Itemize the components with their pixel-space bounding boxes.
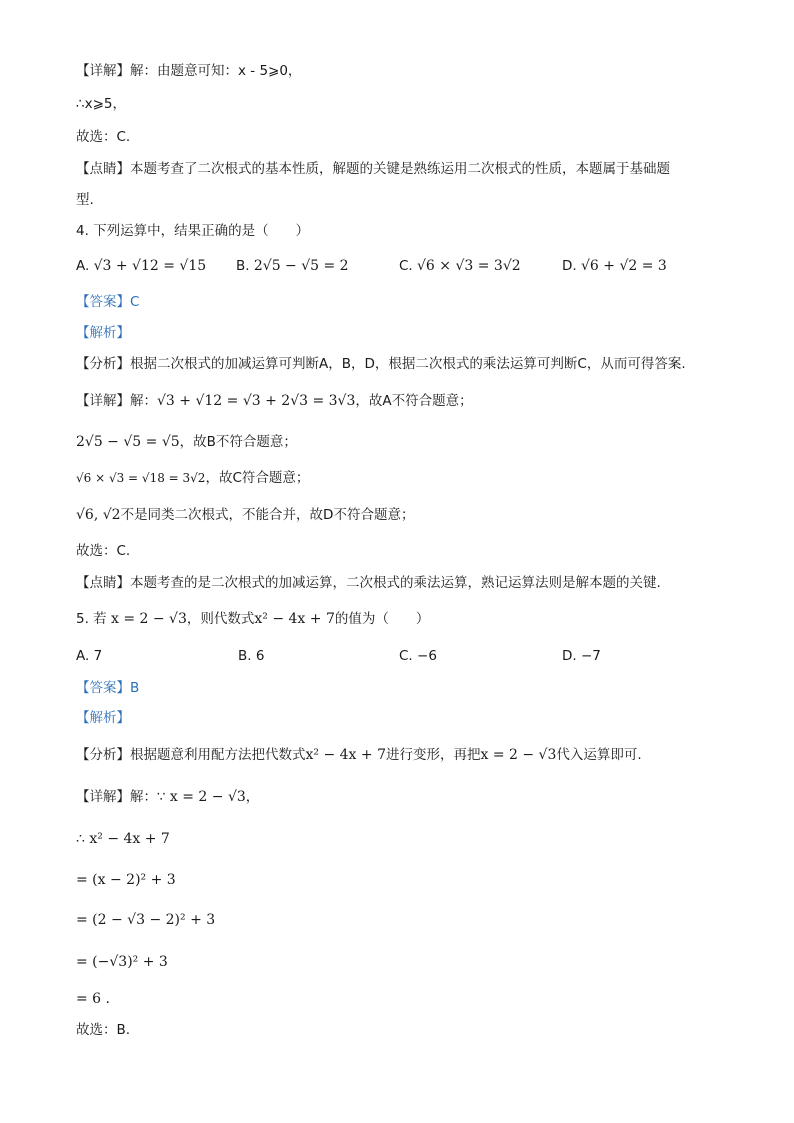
q4-analysis: 【分析】根据二次根式的加减运算可判断A，B，D，根据二次根式的乘法运算可判断C，从而可得答案. [76, 356, 686, 372]
choice-line: 故选：C. [76, 129, 131, 145]
question-5: 5. 若 x = 2 − √3，则代数式x² − 4x + 7的值为（ ） [76, 611, 430, 627]
q5-analysis-heading: 【解析】 [76, 710, 130, 726]
q5-step-4: = (−√3)² + 3 [76, 954, 168, 970]
q4-option-b: B. 2√5 − √5 = 2 [236, 258, 349, 274]
q4-choice: 故选：C. [76, 543, 131, 559]
comment-line: 【点睛】本题考查了二次根式的基本性质，解题的关键是熟练运用二次根式的性质，本题属于基础题 [76, 161, 670, 177]
q4-answer: 【答案】C [76, 294, 140, 310]
q5-step-5: = 6 . [76, 991, 110, 1007]
q4-comment: 【点睛】本题考查的是二次根式的加减运算，二次根式的乘法运算，熟记运算法则是解本题的关键. [76, 575, 661, 591]
q5-analysis: 【分析】根据题意利用配方法把代数式x² − 4x + 7进行变形，再把x = 2 − √3代入运算即可. [76, 747, 642, 763]
q4-detail-c: √6 × √3 = √18 = 3√2，故C符合题意； [76, 470, 310, 486]
q5-option-c: C. −6 [399, 648, 437, 664]
q4-option-d: D. √6 + √2 = 3 [562, 258, 667, 274]
q4-detail-b: 2√5 − √5 = √5，故B不符合题意； [76, 434, 297, 450]
q5-step-1: ∴ x² − 4x + 7 [76, 831, 170, 847]
q5-option-d: D. −7 [562, 648, 601, 664]
q4-analysis-heading: 【解析】 [76, 325, 130, 341]
q5-step-2: = (x − 2)² + 3 [76, 872, 176, 888]
q4-option-c: C. √6 × √3 = 3√2 [399, 258, 521, 274]
q4-detail: 【详解】解：√3 + √12 = √3 + 2√3 = 3√3，故A不符合题意； [76, 393, 473, 409]
question-4: 4. 下列运算中，结果正确的是（ ） [76, 223, 310, 239]
q5-option-b: B. 6 [238, 648, 265, 664]
comment-line-cont: 型. [76, 192, 94, 208]
q5-step-3: = (2 − √3 − 2)² + 3 [76, 912, 216, 928]
q5-detail: 【详解】解：∵ x = 2 − √3， [76, 789, 260, 805]
therefore-line: ∴x⩾5， [76, 96, 126, 112]
q4-detail-d: √6, √2不是同类二次根式，不能合并，故D不符合题意； [76, 507, 415, 523]
q5-answer: 【答案】B [76, 680, 140, 696]
q5-choice: 故选：B. [76, 1022, 131, 1038]
detail-line: 【详解】解：由题意可知：x - 5⩾0， [76, 63, 302, 79]
q5-option-a: A. 7 [76, 648, 103, 664]
q4-option-a: A. √3 + √12 = √15 [76, 258, 207, 274]
